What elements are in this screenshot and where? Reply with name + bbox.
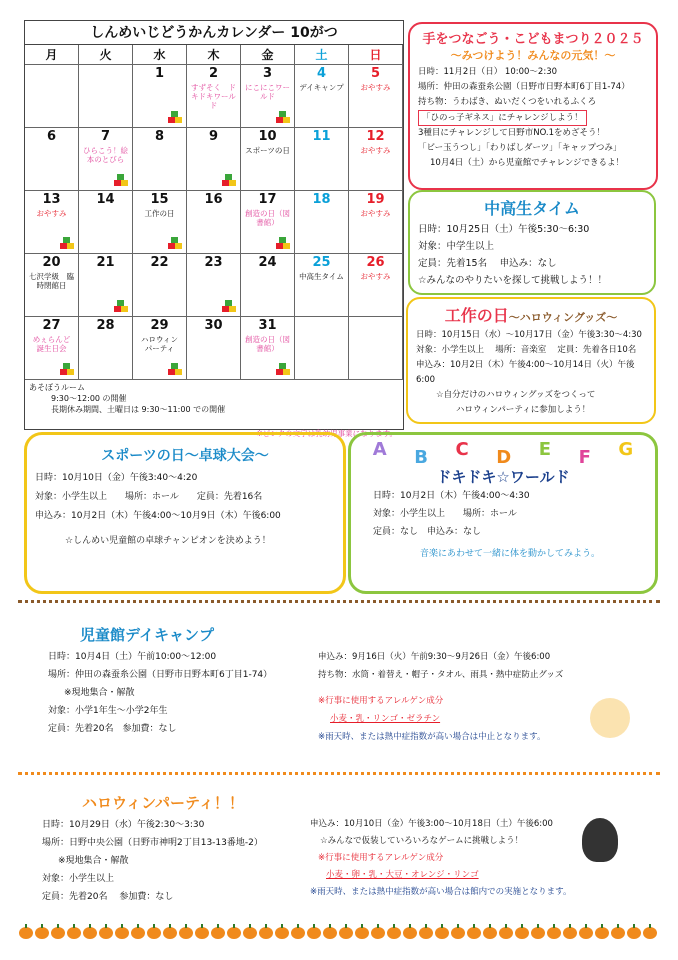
weekday-header: 土 bbox=[295, 45, 349, 65]
calendar-day bbox=[187, 128, 241, 191]
banner-letter: D bbox=[496, 447, 512, 468]
day-number: 3 bbox=[262, 66, 273, 81]
camp-rain-note: ※雨天時、または熱中症指数が高い場合は中止となります。 bbox=[318, 732, 546, 742]
halloween-date: 日時：10月29日（水）午後2:30～3:30 bbox=[42, 820, 205, 830]
alphabet-banner bbox=[351, 435, 655, 468]
pumpkin-icon bbox=[307, 927, 321, 939]
pumpkin-icon bbox=[387, 927, 401, 939]
teen-time-box bbox=[408, 190, 656, 295]
doki-date: 日時：10月2日（木）午後4:00～4:30 bbox=[373, 491, 530, 501]
calendar-day bbox=[133, 191, 187, 254]
day-event: おやすみ bbox=[360, 83, 391, 92]
day-event: ひらこう！絵本のとびら bbox=[83, 146, 128, 164]
halloween-allergens: 小麦・卵・乳・大豆・オレンジ・リンゴ bbox=[326, 870, 479, 880]
calendar-day bbox=[349, 191, 403, 254]
pumpkin-icon bbox=[243, 927, 257, 939]
matsuri-title: 手をつなごう・こどもまつり２０２５ bbox=[422, 32, 644, 47]
pumpkin-icon bbox=[371, 927, 385, 939]
pumpkin-icon bbox=[323, 927, 337, 939]
day-number: 17 bbox=[258, 192, 277, 207]
matsuri-line-2: 「ビー玉うつし」「わりばしダーツ」「キャップつみ」 bbox=[418, 143, 622, 153]
doki-capacity: 定員：なし 申込み：なし bbox=[373, 527, 482, 537]
calendar-day bbox=[241, 65, 295, 128]
banner-letter: E bbox=[538, 439, 552, 460]
pumpkin-icon bbox=[467, 927, 481, 939]
day-number: 11 bbox=[312, 129, 331, 144]
calendar-day bbox=[25, 317, 79, 380]
camp-allergy-label: ※行事に使用するアレルゲン成分 bbox=[318, 696, 444, 706]
day-number: 29 bbox=[150, 318, 169, 333]
matsuri-box bbox=[408, 22, 658, 190]
calendar-day bbox=[79, 65, 133, 128]
pumpkin-icon bbox=[67, 927, 81, 939]
day-event: 創造の日（図書館） bbox=[245, 335, 290, 353]
day-event: めぇらんど 誕生日会 bbox=[32, 335, 78, 353]
pumpkin-icon bbox=[99, 927, 113, 939]
day-number: 18 bbox=[312, 192, 331, 207]
day-number: 10 bbox=[258, 129, 277, 144]
pumpkin-icon bbox=[19, 927, 33, 939]
legend-line-2: 長期休み期間、土曜日は 9:30～11:00 での開催 bbox=[51, 405, 226, 414]
craft-target: 対象：小学生以上 場所：音楽室 定員：先着各日10名 bbox=[416, 345, 637, 355]
day-number: 1 bbox=[154, 66, 165, 81]
day-number: 19 bbox=[366, 192, 385, 207]
calendar-day bbox=[349, 317, 403, 380]
pumpkin-icon bbox=[403, 927, 417, 939]
matsuri-date: 日時：11月2日（日） 10:00～2:30 bbox=[418, 67, 558, 77]
calendar-day bbox=[241, 191, 295, 254]
day-event: 創造の日（図書館） bbox=[245, 209, 290, 227]
pumpkin-icon bbox=[291, 927, 305, 939]
doki-target: 対象：小学生以上 場所：ホール bbox=[373, 509, 517, 519]
calendar-day bbox=[241, 317, 295, 380]
pumpkin-icon bbox=[515, 927, 529, 939]
matsuri-line-3: 10月4日（土）から児童館でチャレンジできるよ！ bbox=[430, 158, 625, 168]
sports-title: スポーツの日～卓球大会～ bbox=[101, 448, 269, 464]
pumpkin-icon bbox=[419, 927, 433, 939]
pumpkin-icon bbox=[259, 927, 273, 939]
banner-letter: C bbox=[455, 439, 469, 460]
halloween-apply: 申込み：10月10日（金）午後3:00～10月18日（土）午後6:00 bbox=[310, 819, 553, 829]
doki-box bbox=[348, 432, 658, 594]
playroom-blocks-icon bbox=[276, 237, 290, 249]
craft-title: 工作の日 bbox=[444, 306, 509, 325]
pumpkin-icon bbox=[435, 927, 449, 939]
calendar-day bbox=[133, 254, 187, 317]
day-number: 14 bbox=[96, 192, 115, 207]
sports-box bbox=[24, 432, 346, 594]
day-number: 27 bbox=[42, 318, 61, 333]
calendar-day bbox=[79, 317, 133, 380]
day-event: 中高生タイム bbox=[299, 272, 344, 281]
pumpkin-icon bbox=[611, 927, 625, 939]
day-event: ハロウィン パーティ bbox=[140, 335, 186, 353]
halloween-section bbox=[18, 790, 660, 918]
calendar-day bbox=[79, 128, 133, 191]
camp-meet: ※現地集合・解散 bbox=[64, 688, 135, 698]
playroom-blocks-icon bbox=[168, 111, 182, 123]
camp-title: 児童館デイキャンプ bbox=[80, 626, 214, 644]
camp-place: 場所：仲田の森蚕糸公園（日野市日野本町6丁目1-74） bbox=[48, 670, 273, 680]
craft-date: 日時：10月15日（水）～10月17日（金）午後3:30～4:30 bbox=[416, 330, 642, 340]
pumpkin-icon bbox=[627, 927, 641, 939]
day-number: 22 bbox=[150, 255, 169, 270]
day-number: 20 bbox=[42, 255, 61, 270]
camp-section bbox=[18, 622, 660, 770]
day-number: 13 bbox=[42, 192, 61, 207]
pumpkin-icon bbox=[595, 927, 609, 939]
day-number: 7 bbox=[100, 129, 111, 144]
camp-apply: 申込み：9月16日（火）午前9:30～9月26日（金）午後6:00 bbox=[318, 652, 551, 662]
day-number: 2 bbox=[208, 66, 219, 81]
day-number: 31 bbox=[258, 318, 277, 333]
pumpkin-icon bbox=[195, 927, 209, 939]
pumpkin-icon bbox=[35, 927, 49, 939]
pumpkin-icon bbox=[499, 927, 513, 939]
playroom-blocks-icon bbox=[168, 363, 182, 375]
craft-msg-2: ハロウィンパーティに参加しよう！ bbox=[456, 405, 591, 415]
calendar-day bbox=[295, 65, 349, 128]
calendar-day bbox=[25, 254, 79, 317]
calendar bbox=[24, 20, 404, 438]
pumpkin-icon bbox=[227, 927, 241, 939]
day-event: にこにこワールド bbox=[245, 83, 290, 101]
camp-date: 日時：10月4日（土）午前10:00～12:00 bbox=[48, 652, 217, 662]
calendar-day bbox=[187, 191, 241, 254]
matsuri-place: 場所：仲田の森蚕糸公園（日野市日野本町6丁目1-74） bbox=[418, 82, 630, 92]
halloween-capacity: 定員：先着20名 参加費：なし bbox=[42, 892, 174, 902]
playroom-blocks-icon bbox=[114, 300, 128, 312]
matsuri-guinness: 「ひのっ子ギネス」にチャレンジしよう！ bbox=[418, 110, 587, 126]
pumpkin-icon bbox=[579, 927, 593, 939]
teen-time-title: 中高生タイム bbox=[484, 199, 580, 218]
day-event: 七沢学級 臨時閉館日 bbox=[29, 272, 74, 290]
day-event: デイキャンプ bbox=[299, 83, 344, 92]
halloween-title: ハロウィンパーティ！！ bbox=[82, 794, 244, 812]
pumpkin-icon bbox=[131, 927, 145, 939]
calendar-day bbox=[133, 65, 187, 128]
weekday-header: 日 bbox=[349, 45, 403, 65]
pumpkin-icon bbox=[163, 927, 177, 939]
camp-items: 持ち物：水筒・着替え・帽子・タオル、雨具・熱中症防止グッズ bbox=[318, 670, 564, 680]
halloween-place: 場所：日野中央公園（日野市神明2丁目13-13番地-2） bbox=[42, 838, 263, 848]
calendar-day bbox=[295, 191, 349, 254]
halloween-allergy-label: ※行事に使用するアレルゲン成分 bbox=[318, 853, 444, 863]
calendar-day bbox=[25, 65, 79, 128]
teen-message: ☆みんなのやりたいを探して挑戦しよう！！ bbox=[418, 275, 608, 286]
playroom-blocks-icon bbox=[168, 237, 182, 249]
pumpkin-icon bbox=[355, 927, 369, 939]
camp-capacity: 定員：先着20名 参加費：なし bbox=[48, 724, 177, 734]
calendar-day bbox=[241, 254, 295, 317]
day-number: 30 bbox=[204, 318, 223, 333]
weekday-header: 木 bbox=[187, 45, 241, 65]
calendar-grid bbox=[25, 45, 403, 380]
cat-character-icon bbox=[582, 818, 618, 862]
calendar-day bbox=[79, 191, 133, 254]
halloween-meet: ※現地集合・解散 bbox=[58, 856, 129, 866]
pumpkin-icon bbox=[179, 927, 193, 939]
banner-letter: A bbox=[372, 439, 387, 460]
craft-msg-1: ☆自分だけのハロウィングッズをつくって bbox=[436, 390, 596, 400]
day-number: 24 bbox=[258, 255, 277, 270]
day-number: 25 bbox=[312, 255, 331, 270]
day-event: 工作の日 bbox=[144, 209, 175, 218]
pumpkin-icon bbox=[211, 927, 225, 939]
halloween-rain-note: ※雨天時、または熱中症指数が高い場合は館内での実施となります。 bbox=[310, 887, 572, 897]
calendar-day bbox=[295, 128, 349, 191]
pumpkin-icon bbox=[531, 927, 545, 939]
calendar-day bbox=[133, 317, 187, 380]
day-event: おやすみ bbox=[360, 272, 391, 281]
sports-target: 対象：小学生以上 場所：ホール 定員：先着16名 bbox=[35, 492, 263, 502]
doki-message: 音楽にあわせて一緒に体を動かしてみよう。 bbox=[419, 549, 600, 559]
teen-target: 対象：中学生以上 bbox=[418, 241, 495, 252]
bear-character-icon bbox=[590, 698, 630, 738]
pumpkin-icon bbox=[483, 927, 497, 939]
banner-letter: F bbox=[578, 447, 591, 468]
pumpkin-icon bbox=[547, 927, 561, 939]
calendar-day bbox=[187, 65, 241, 128]
teen-capacity: 定員：先着15名 申込み：なし bbox=[418, 258, 557, 269]
day-event: おやすみ bbox=[36, 209, 67, 218]
calendar-day bbox=[349, 254, 403, 317]
banner-letter: G bbox=[618, 439, 634, 460]
legend-line-1: 9:30～12:00 の開催 bbox=[51, 394, 127, 403]
day-number: 26 bbox=[366, 255, 385, 270]
pumpkin-icon bbox=[339, 927, 353, 939]
day-number: 6 bbox=[46, 129, 57, 144]
calendar-day bbox=[187, 254, 241, 317]
calendar-day bbox=[79, 254, 133, 317]
calendar-day bbox=[295, 254, 349, 317]
pumpkin-icon bbox=[51, 927, 65, 939]
calendar-day bbox=[25, 128, 79, 191]
banner-letter: B bbox=[414, 447, 428, 468]
playroom-blocks-icon bbox=[114, 174, 128, 186]
day-event: スポーツの日 bbox=[245, 146, 290, 155]
playroom-blocks-icon bbox=[60, 363, 74, 375]
pumpkin-icon bbox=[643, 927, 657, 939]
doki-title: ドキドキ☆ワールド bbox=[436, 468, 570, 486]
camp-border-bottom bbox=[18, 772, 660, 776]
pumpkin-icon bbox=[115, 927, 129, 939]
pumpkin-icon bbox=[147, 927, 161, 939]
halloween-target: 対象：小学生以上 bbox=[42, 874, 115, 884]
day-event: すずそく ドキドキワールド bbox=[190, 83, 237, 110]
craft-box bbox=[406, 297, 656, 424]
matsuri-items: 持ち物：うわばき、ぬいだくつをいれるふくろ bbox=[418, 97, 597, 107]
sports-date: 日時：10月10日（金）午後3:40～4:20 bbox=[35, 473, 198, 483]
playroom-blocks-icon bbox=[222, 300, 236, 312]
calendar-day bbox=[241, 128, 295, 191]
weekday-header: 金 bbox=[241, 45, 295, 65]
day-number: 15 bbox=[150, 192, 169, 207]
playroom-blocks-icon bbox=[276, 111, 290, 123]
day-number: 28 bbox=[96, 318, 115, 333]
day-number: 9 bbox=[208, 129, 219, 144]
weekday-header: 水 bbox=[133, 45, 187, 65]
day-number: 8 bbox=[154, 129, 165, 144]
pumpkin-icon bbox=[83, 927, 97, 939]
playroom-blocks-icon bbox=[222, 174, 236, 186]
camp-allergens: 小麦・乳・リンゴ・ゼラチン bbox=[330, 714, 441, 724]
playroom-blocks-icon bbox=[60, 237, 74, 249]
calendar-day bbox=[133, 128, 187, 191]
calendar-day bbox=[25, 191, 79, 254]
calendar-day bbox=[349, 128, 403, 191]
pink-note: ※ピンクの文字は乳幼児事業になります。 bbox=[256, 429, 397, 438]
calendar-day bbox=[295, 317, 349, 380]
calendar-title: しんめいじどうかんカレンダー 10がつ bbox=[25, 21, 403, 45]
day-number: 5 bbox=[370, 66, 381, 81]
sports-apply: 申込み：10月2日（木）午後4:00～10月9日（木）午後6:00 bbox=[35, 511, 281, 521]
matsuri-line-1: 3種目にチャレンジして日野市NO.1をめざそう！ bbox=[418, 128, 606, 138]
sports-message: ☆しんめい児童館の卓球チャンピオンを決めよう！ bbox=[65, 536, 271, 546]
legend-title: あそぼうルーム bbox=[29, 383, 85, 392]
day-number: 12 bbox=[366, 129, 385, 144]
matsuri-subtitle: ～みつけよう！みんなの元気！～ bbox=[450, 49, 616, 62]
day-event: おやすみ bbox=[360, 209, 391, 218]
weekday-header: 月 bbox=[25, 45, 79, 65]
pumpkin-icon bbox=[275, 927, 289, 939]
pumpkin-border bbox=[18, 924, 660, 944]
camp-target: 対象：小学1年生～小学2年生 bbox=[48, 706, 168, 716]
craft-apply: 申込み：10月2日（木）午後4:00～10月14日（火）午後6:00 bbox=[416, 360, 635, 385]
calendar-day bbox=[187, 317, 241, 380]
teen-date: 日時：10月25日（土）午後5:30～6:30 bbox=[418, 224, 590, 235]
playroom-blocks-icon bbox=[276, 363, 290, 375]
halloween-message: ☆みんなで仮装していろいろなゲームに挑戦しよう！ bbox=[320, 836, 524, 846]
day-number: 16 bbox=[204, 192, 223, 207]
day-number: 23 bbox=[204, 255, 223, 270]
calendar-day bbox=[349, 65, 403, 128]
pumpkin-icon bbox=[563, 927, 577, 939]
day-number: 21 bbox=[96, 255, 115, 270]
day-number: 4 bbox=[316, 66, 327, 81]
craft-subtitle: ～ハロウィングッズ～ bbox=[508, 311, 618, 324]
weekday-header: 火 bbox=[79, 45, 133, 65]
camp-border-top bbox=[18, 600, 660, 614]
pumpkin-icon bbox=[451, 927, 465, 939]
day-event: おやすみ bbox=[360, 146, 391, 155]
